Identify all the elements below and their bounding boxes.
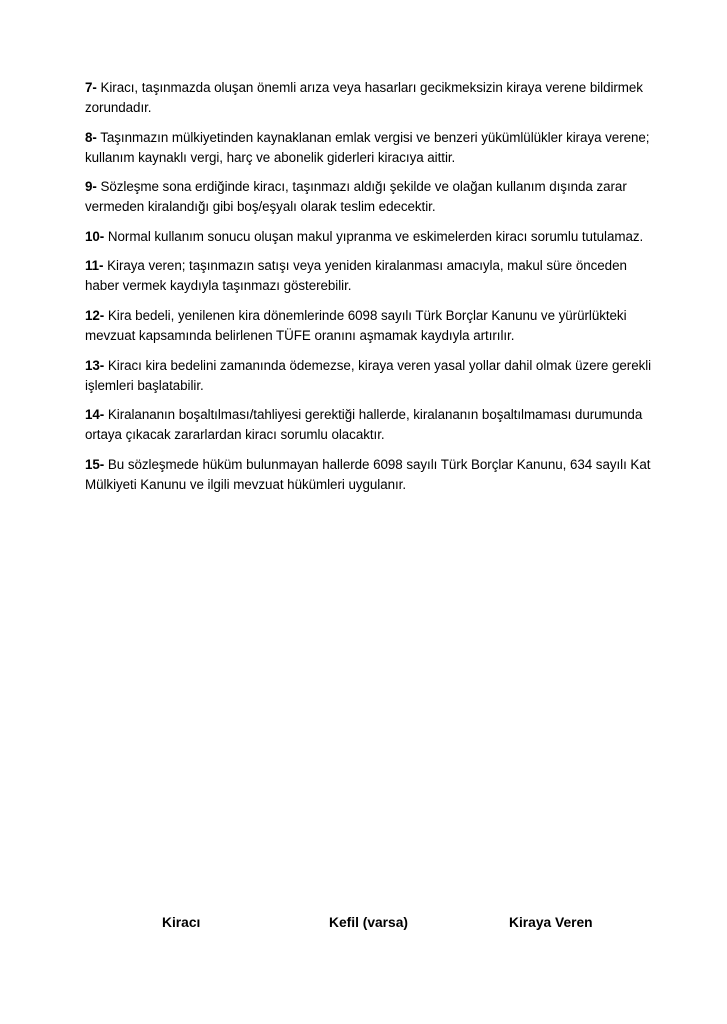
clause-text: Kiraya veren; taşınmazın satışı veya yeniden kiralanması amacıyla, makul süre önceden haber vermek kaydıyla taşınmazı gösterebilir.	[85, 258, 627, 294]
clause-number: 10-	[85, 228, 105, 244]
clause-text: Kiracı kira bedelini zamanında ödemezse, kiraya veren yasal yollar dahil olmak üzere gerekli işlemleri başlatabilir.	[85, 357, 652, 393]
signature-row	[0, 913, 727, 935]
clause-7	[85, 78, 660, 118]
clause-12	[85, 306, 660, 346]
clause-8	[85, 128, 660, 168]
clause-number: 11-	[85, 258, 104, 274]
clause-11	[85, 256, 660, 296]
clause-number: 8-	[85, 129, 97, 145]
clause-number: 12-	[85, 307, 105, 323]
clause-text: Taşınmazın mülkiyetinden kaynaklanan emlak vergisi ve benzeri yükümlülükler kiraya verene; kullanım kaynaklı vergi, harç ve abonelik giderleri kiracıya aittir.	[85, 129, 650, 165]
clause-text: Kiracı, taşınmazda oluşan önemli arıza veya hasarları gecikmeksizin kiraya verene bildirmek zorundadır.	[85, 80, 643, 115]
clause-number: 7-	[85, 80, 97, 95]
clause-13	[85, 356, 660, 396]
signature-guarantor-label: Kefil (varsa)	[329, 915, 408, 930]
clause-9	[85, 177, 660, 217]
clause-number: 15-	[85, 456, 105, 472]
contract-clauses	[85, 78, 660, 504]
signature-landlord-label: Kiraya Veren	[509, 915, 593, 930]
clause-10	[85, 227, 660, 247]
clause-text: Kiralananın boşaltılması/tahliyesi gerektiği hallerde, kiralananın boşaltılmaması durumunda ortaya çıkacak zararlardan kiracı sorumlu olacaktır.	[85, 407, 643, 443]
clause-15	[85, 455, 660, 495]
clause-number: 9-	[85, 179, 97, 195]
clause-14	[85, 405, 660, 445]
clause-number: 13-	[85, 357, 105, 373]
clause-text: Bu sözleşmede hüküm bulunmayan hallerde 6098 sayılı Türk Borçlar Kanunu, 634 sayılı Kat Mülkiyeti Kanunu ve ilgili mevzuat hükümleri uygulanır.	[85, 456, 651, 492]
clause-text: Normal kullanım sonucu oluşan makul yıpranma ve eskimelerden kiracı sorumlu tutulamaz.	[104, 228, 644, 244]
signature-tenant-label: Kiracı	[162, 915, 201, 930]
clause-text: Sözleşme sona erdiğinde kiracı, taşınmazı aldığı şekilde ve olağan kullanım dışında zarar vermeden kiralandığı gibi boş/eşyalı olarak teslim edecektir.	[85, 179, 627, 215]
clause-text: Kira bedeli, yenilenen kira dönemlerinde 6098 sayılı Türk Borçlar Kanunu ve yürürlükteki mevzuat kapsamında belirlenen TÜFE oranını aşmamak kaydıyla artırılır.	[85, 307, 627, 343]
clause-number: 14-	[85, 407, 105, 423]
